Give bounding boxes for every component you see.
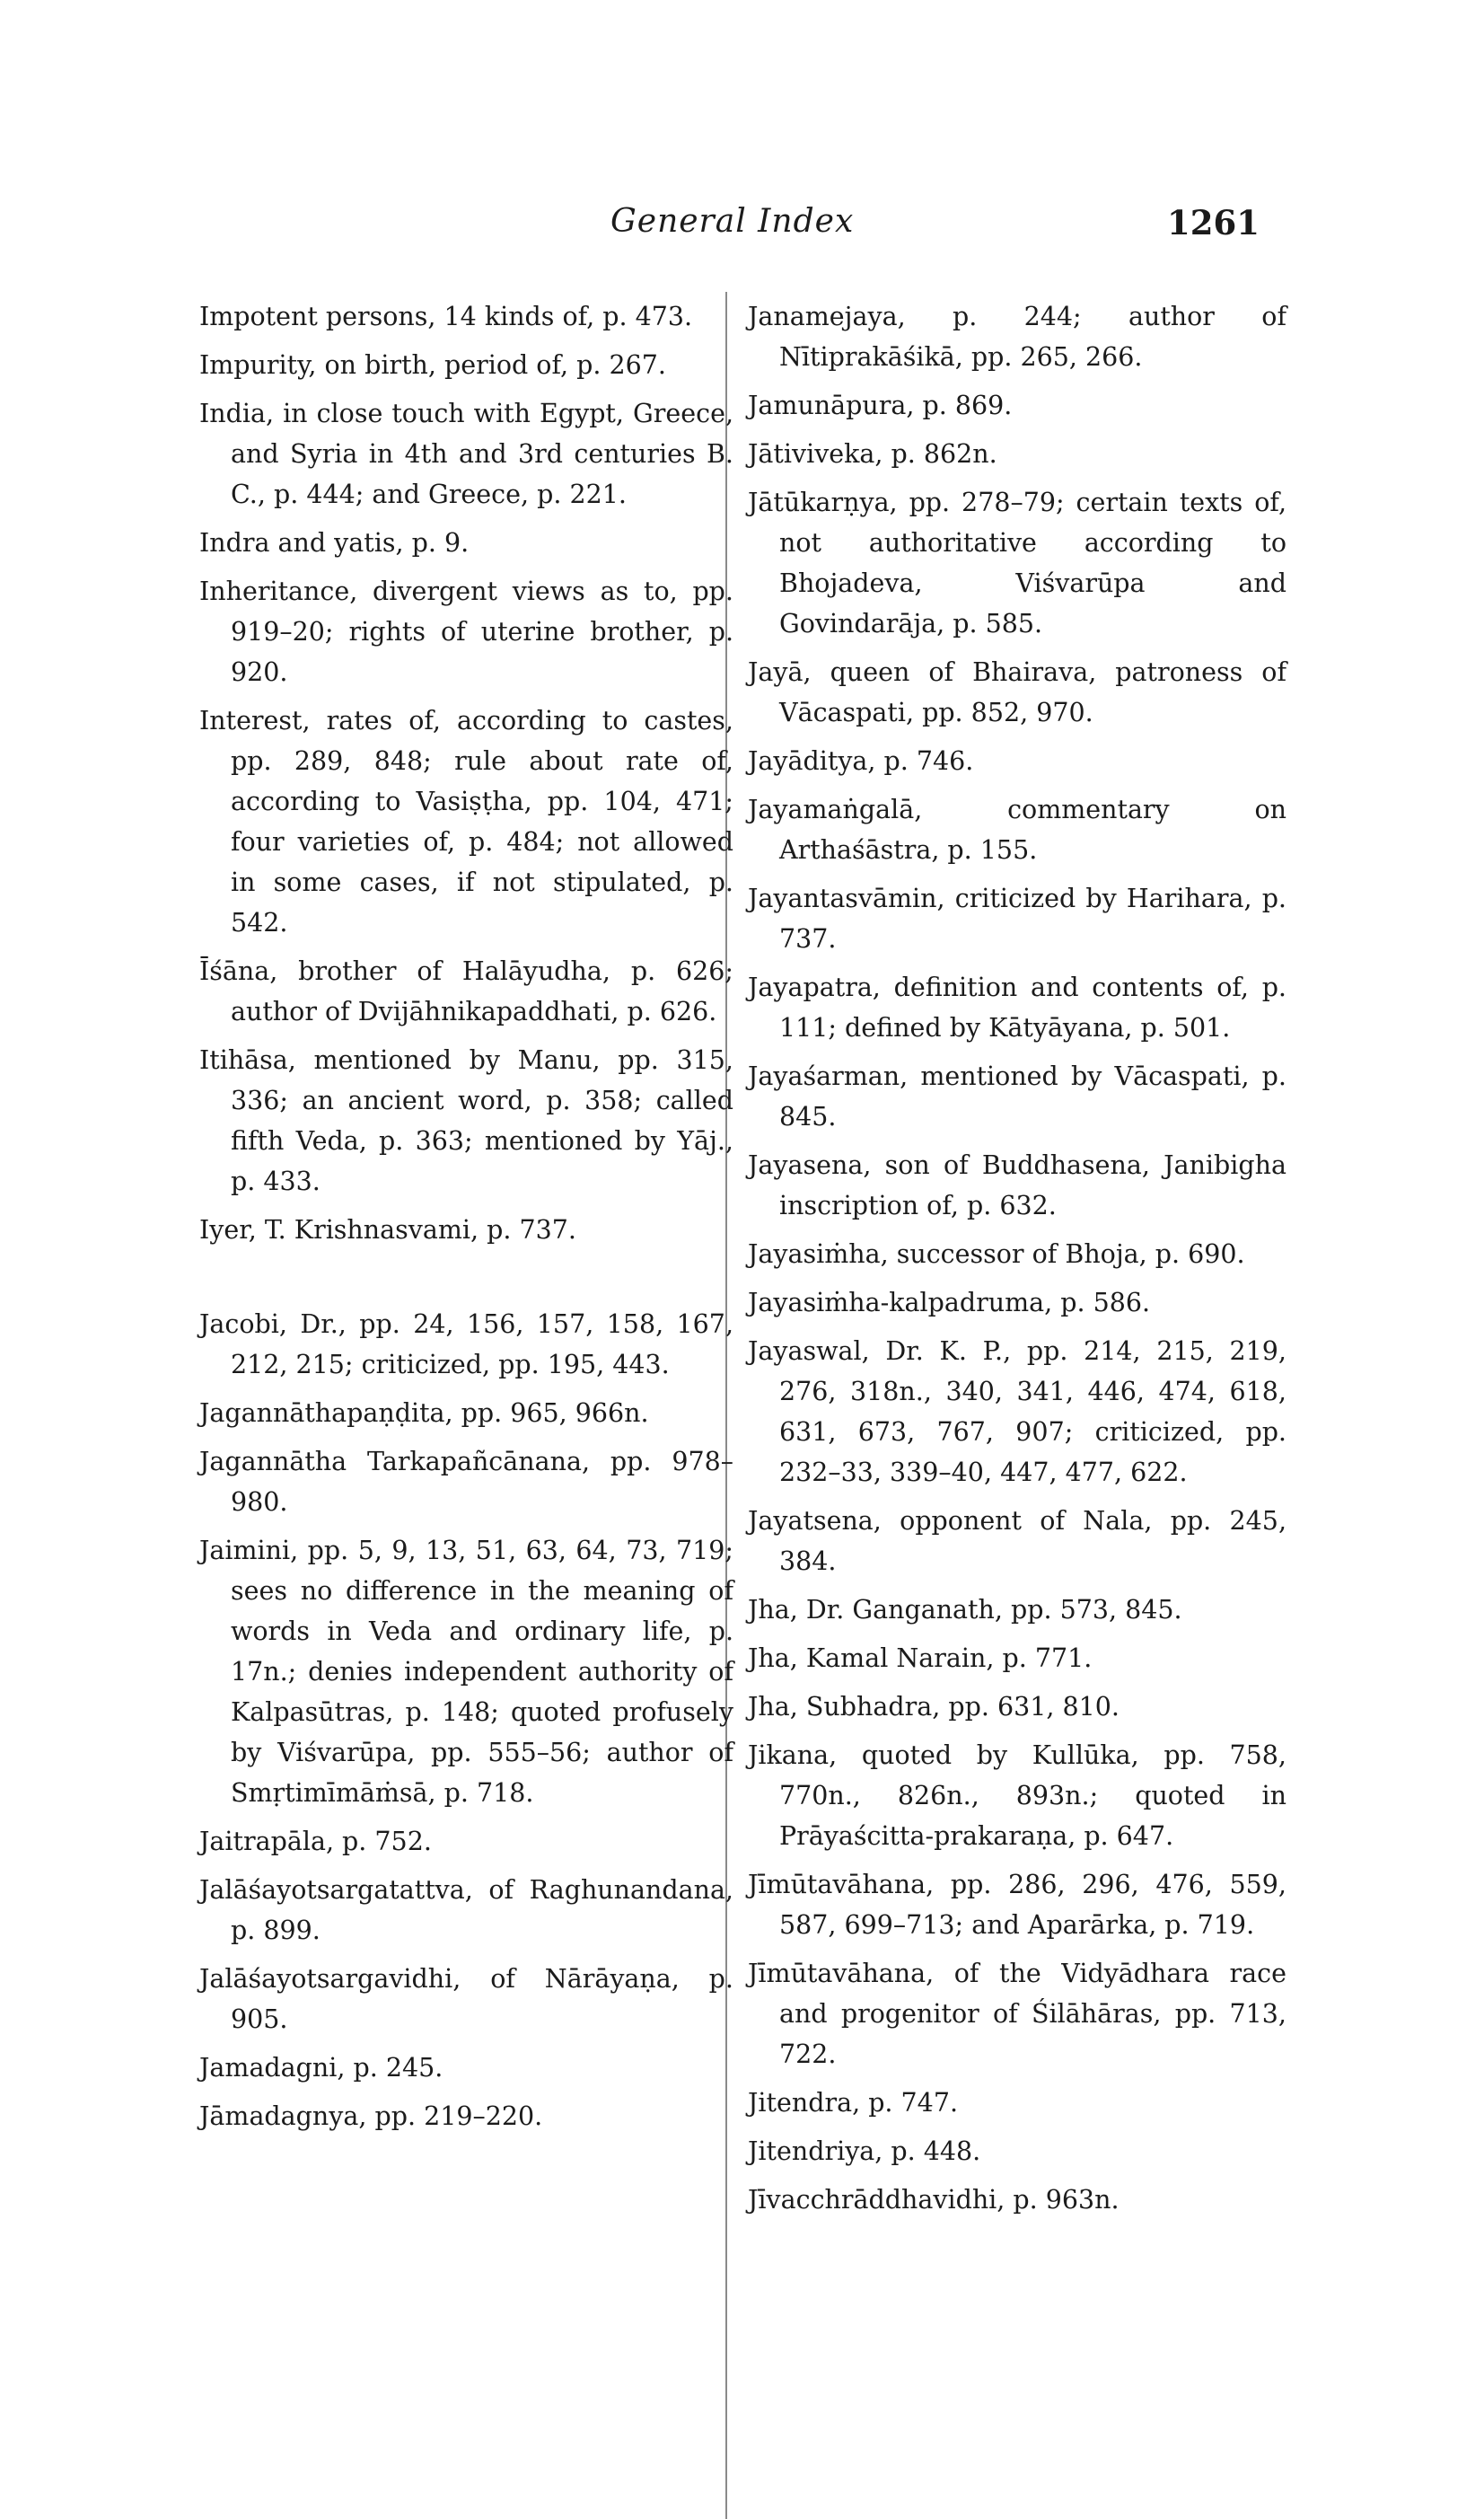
index-entry-jalasayotsargavidhi: Jalāśayotsargavidhi, of Nārāyaṇa, p. 905. <box>199 1964 733 2034</box>
index-entry-jikana: Jikana, quoted by Kullūka, pp. 758, 770n., 826n., 893n.; quoted in Prāyaścitta-prakaraṇa, p. 647. <box>748 1740 1286 1851</box>
right-index-column <box>748 296 1286 2228</box>
index-entry-impurity: Impurity, on birth, period of, p. 267. <box>199 350 666 380</box>
index-entry-jimutavahana-vidyadhara: Jīmūtavāhana, of the Vidyādhara race and progenitor of Śilāhāras, pp. 713, 722. <box>748 1959 1286 2069</box>
running-title: General Index <box>610 203 855 240</box>
left-index-column <box>199 296 733 2145</box>
index-entry-interest: Interest, rates of, according to castes, pp. 289, 848; rule about rate of, according to Vasiṣṭha, pp. 104, 471; four varieties of, p. 484; not allowed in some cases, if not stipulated, p. 542. <box>199 706 733 938</box>
index-entry-jayasarman: Jayaśarman, mentioned by Vācaspati, p. 845. <box>748 1061 1286 1132</box>
index-entry-inheritance: Inheritance, divergent views as to, pp. 919–20; rights of uterine brother, p. 920. <box>199 577 733 687</box>
index-entry-janamejaya: Janamejaya, p. 244; author of Nītiprakāśikā, pp. 265, 266. <box>748 302 1286 372</box>
index-entry-indra: Indra and yatis, p. 9. <box>199 528 470 558</box>
index-entry-jivacchraddhavidhi: Jīvacchrāddhavidhi, p. 963n. <box>748 2185 1120 2215</box>
index-entry-jayasena: Jayasena, son of Buddhasena, Janibigha inscription of, p. 632. <box>748 1150 1286 1220</box>
index-entry-jha-ganganath: Jha, Dr. Ganganath, pp. 573, 845. <box>748 1595 1182 1625</box>
index-entry-jamunapura: Jamunāpura, p. 869. <box>748 391 1013 420</box>
index-entry-jayaswal: Jayaswal, Dr. K. P., pp. 214, 215, 219, 276, 318n., 340, 341, 446, 474, 618, 631, 673, 767, 907; criticized, pp. 232–33, 339–40, 447, 477, 622. <box>748 1336 1286 1487</box>
index-entry-jayamangala: Jayamaṅgalā, commentary on Arthaśāstra, p. 155. <box>748 795 1286 865</box>
index-entry-jagannatha-tarkapancanana: Jagannātha Tarkapañcānana, pp. 978–980. <box>199 1447 733 1517</box>
index-entry-jitendriya: Jitendriya, p. 448. <box>748 2136 981 2166</box>
index-entry-india: India, in close touch with Egypt, Greece, and Syria in 4th and 3rd centuries B. C., p. 444; and Greece, p. 221. <box>199 399 733 509</box>
index-entry-impotent-persons: Impotent persons, 14 kinds of, p. 473. <box>199 302 693 331</box>
index-entry-jha-kamal-narain: Jha, Kamal Narain, p. 771. <box>748 1643 1093 1673</box>
index-entry-jimutavahana: Jīmūtavāhana, pp. 286, 296, 476, 559, 587, 699–713; and Aparārka, p. 719. <box>748 1870 1286 1940</box>
index-entry-jayapatra: Jayapatra, definition and contents of, p. 111; defined by Kātyāyana, p. 501. <box>748 973 1286 1043</box>
index-entry-itihasa: Itihāsa, mentioned by Manu, pp. 315, 336; an ancient word, p. 358; called fifth Veda, p. 363; mentioned by Yāj., p. 433. <box>199 1045 733 1196</box>
index-entry-jagannathapandita: Jagannāthapaṇḍita, pp. 965, 966n. <box>199 1398 649 1428</box>
index-entry-jatukarnya: Jātūkarṇya, pp. 278–79; certain texts of, not authoritative according to Bhojadeva, Viśvarūpa and Govindarāja, p. 585. <box>748 488 1286 639</box>
index-entry-jalasayotsargatattva: Jalāśayotsargatattva, of Raghunandana, p. 899. <box>199 1875 733 1945</box>
index-entry-jamadagnya: Jāmadagnya, pp. 219–220. <box>199 2101 543 2131</box>
index-entry-jayantasvamin: Jayantasvāmin, criticized by Harihara, p. 737. <box>748 884 1286 954</box>
index-entry-jha-subhadra: Jha, Subhadra, pp. 631, 810. <box>748 1692 1120 1722</box>
index-entry-jayasimha-kalpadruma: Jayasiṁha-kalpadruma, p. 586. <box>748 1288 1151 1317</box>
page-header <box>0 203 1484 257</box>
index-entry-jaimini: Jaimini, pp. 5, 9, 13, 51, 63, 64, 73, 719; sees no difference in the meaning of words in Veda and ordinary life, p. 17n.; denies independent authority of Kalpasūtras, p. 148; quoted profusely by Viśvarūpa, pp. 555–56; author of Smṛtimīmāṁsā, p. 718. <box>199 1536 733 1808</box>
index-entry-jayaditya: Jayāditya, p. 746. <box>748 746 974 776</box>
index-entry-jitendra: Jitendra, p. 747. <box>748 2088 959 2118</box>
index-entry-iyer: Iyer, T. Krishnasvami, p. 737. <box>199 1215 576 1245</box>
index-entry-jamadagni: Jamadagni, p. 245. <box>199 2053 443 2083</box>
index-entry-jativiveka: Jātiviveka, p. 862n. <box>748 439 997 469</box>
index-entry-jayatsena: Jayatsena, opponent of Nala, pp. 245, 384. <box>748 1506 1286 1576</box>
index-entry-isana: Īśāna, brother of Halāyudha, p. 626; author of Dvijāhnikapaddhati, p. 626. <box>199 956 733 1026</box>
index-entry-jaitrapala: Jaitrapāla, p. 752. <box>199 1827 432 1856</box>
index-entry-jayasimha: Jayasiṁha, successor of Bhoja, p. 690. <box>748 1239 1245 1269</box>
index-entry-jacobi: Jacobi, Dr., pp. 24, 156, 157, 158, 167, 212, 215; criticized, pp. 195, 443. <box>199 1309 733 1379</box>
page-number: 1261 <box>1167 203 1260 242</box>
index-entry-jaya: Jayā, queen of Bhairava, patroness of Vācaspati, pp. 852, 970. <box>748 657 1286 727</box>
